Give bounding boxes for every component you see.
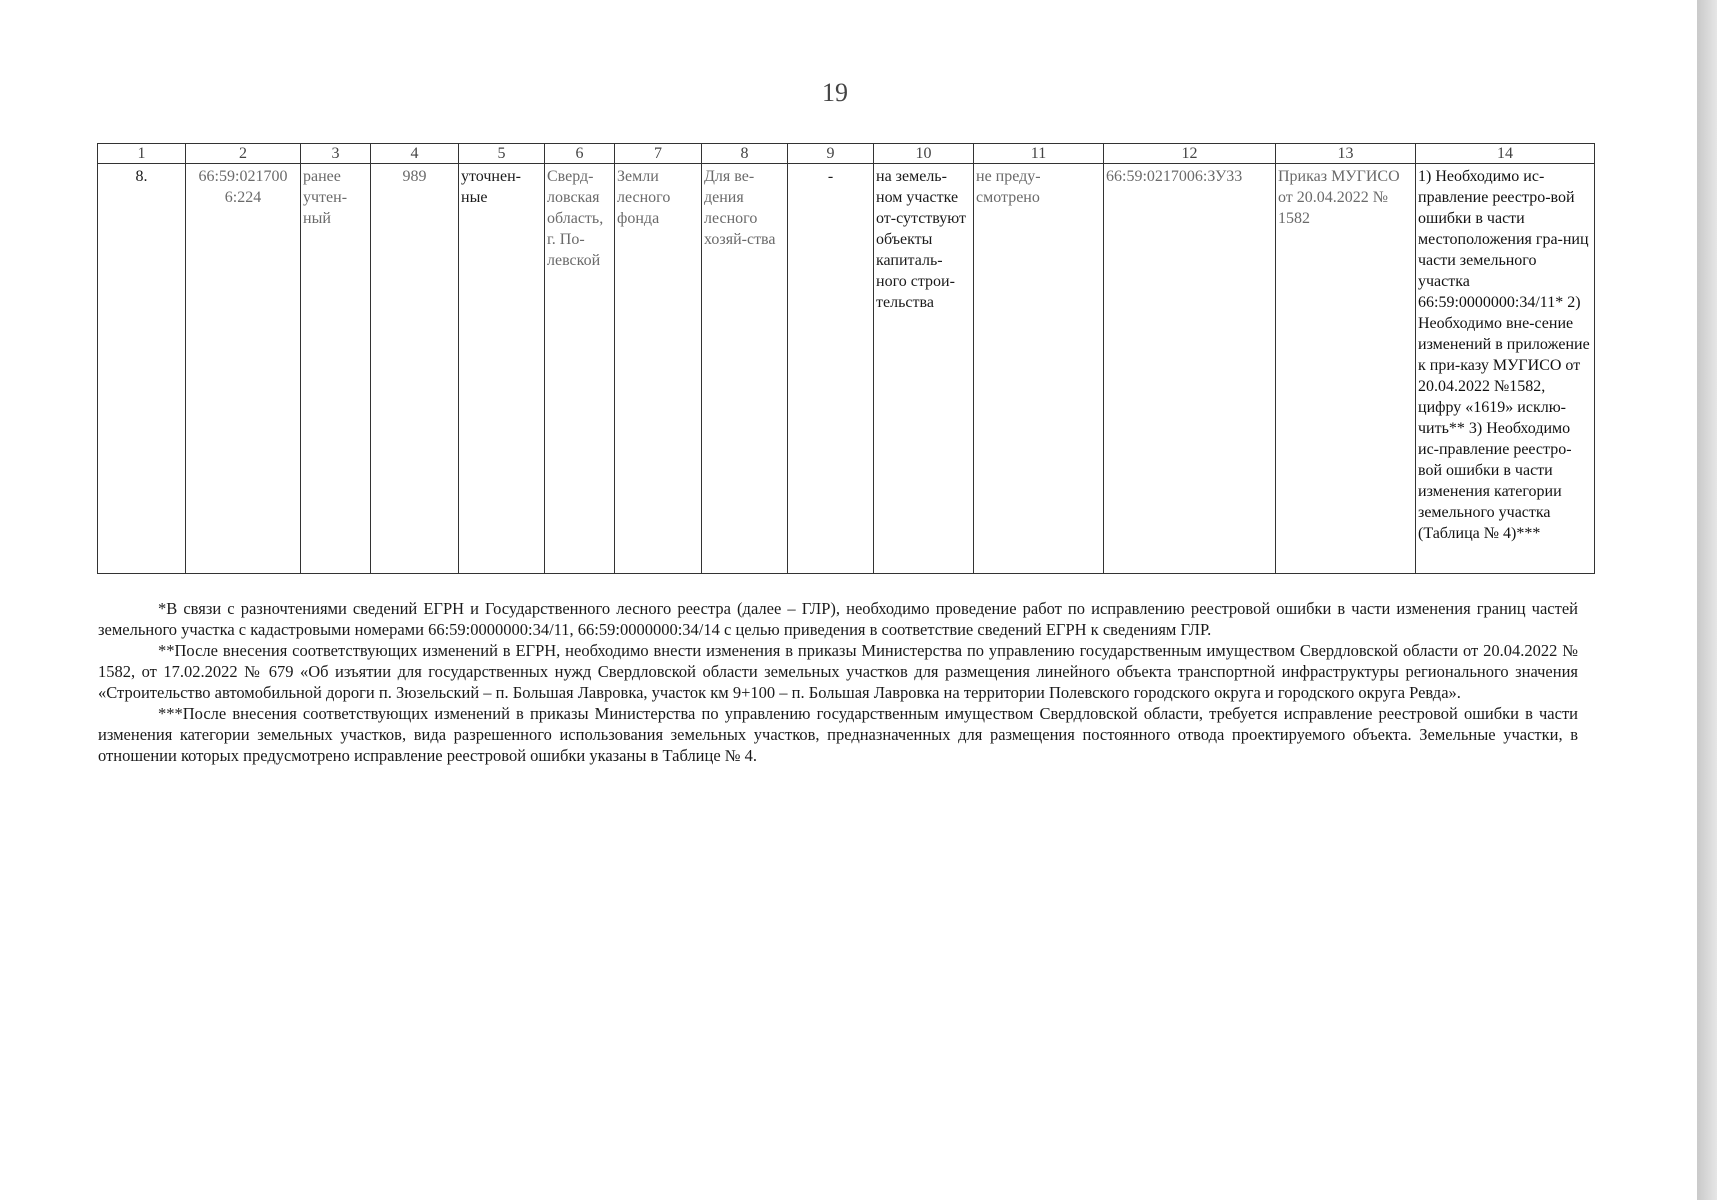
- footnotes: [98, 598, 1578, 766]
- row-number-cell: 8.: [98, 164, 186, 574]
- table-header-row: [98, 144, 1595, 164]
- column-header: 2: [186, 144, 301, 164]
- column-header: 13: [1276, 144, 1416, 164]
- column-header: 9: [788, 144, 874, 164]
- cadastral-number-cell: 66:59:021700 6:224: [186, 164, 301, 574]
- new-plot-number-cell: 66:59:0217006:ЗУ33: [1104, 164, 1276, 574]
- column-header: 5: [459, 144, 545, 164]
- location-cell: Сверд-ловская область, г. По-левской: [545, 164, 615, 574]
- area-cell: 989: [371, 164, 459, 574]
- buildings-cell: на земель-ном участке от-сутствуют объекты капиталь-ного строи-тельства: [874, 164, 974, 574]
- column-header: 1: [98, 144, 186, 164]
- column-header: 7: [615, 144, 702, 164]
- encumbrance-cell: -: [788, 164, 874, 574]
- notes-cell: 1) Необходимо ис-правление реестро-вой ошибки в части местоположения гра-ниц части земельного участка 66:59:0000000:34/11* 2) Необходимо вне-сение изменений в приложение к при-казу МУГИСО от 20.04.2022 №1582, цифру «1619» исклю-чить** 3) Необходимо ис-правление реестро-вой ошибки в части изменения категории земельного участка (Таблица № 4)***: [1416, 164, 1595, 574]
- footnote-3: ***После внесения соответствующих изменений в приказы Министерства по управлению государственным имуществом Свердловской области, требуется исправление реестровой ошибки в части изменения категории земельных участков, вида разрешенного использования земельных участков, предназначенных для размещения постоянного отвода проектируемого объекта. Земельные участки, в отношении которых предусмотрено исправление реестровой ошибки указаны в Таблице № 4.: [98, 704, 1578, 765]
- column-header: 3: [301, 144, 371, 164]
- column-header: 8: [702, 144, 788, 164]
- column-header: 6: [545, 144, 615, 164]
- land-category-cell: Земли лесного фонда: [615, 164, 702, 574]
- area-type-cell: уточнен-ные: [459, 164, 545, 574]
- footnote-2: **После внесения соответствующих изменений в ЕГРН, необходимо внести изменения в приказы Министерства по управлению государственным имуществом Свердловской области от 20.04.2022 № 1582, от 17.02.2022 № 679 «Об изъятии для государственных нужд Свердловской области земельных участков для размещения линейного объекта транспортной инфраструктуры регионального значения «Строительство автомобильной дороги п. Зюзельский – п. Большая Лавровка, участок км 9+100 – п. Большая Лавровка на территории Полевского городского округа и городского округа Ревда».: [98, 641, 1578, 702]
- column-header: 4: [371, 144, 459, 164]
- column-header: 12: [1104, 144, 1276, 164]
- permitted-use-cell: Для ве-дения лесного хозяй-ства: [702, 164, 788, 574]
- status-cell: ранее учтен-ный: [301, 164, 371, 574]
- footnote-1: *В связи с разночтениями сведений ЕГРН и Государственного лесного реестра (далее – ГЛР), необходимо проведение работ по исправлению реестровой ошибки в части изменения границ частей земельного участка с кадастровыми номерами 66:59:0000000:34/11, 66:59:0000000:34/14 с целью приведения в соответствие сведений ЕГРН к сведениям ГЛР.: [98, 599, 1578, 639]
- land-plot-table: [97, 143, 1595, 574]
- scan-edge-strip: [1697, 0, 1717, 1200]
- column-header: 14: [1416, 144, 1595, 164]
- column-header: 11: [974, 144, 1104, 164]
- provision-cell: не преду-смотрено: [974, 164, 1104, 574]
- order-cell: Приказ МУГИСО от 20.04.2022 № 1582: [1276, 164, 1416, 574]
- column-header: 10: [874, 144, 974, 164]
- page-number: 19: [822, 78, 848, 107]
- table-row: [98, 164, 1595, 574]
